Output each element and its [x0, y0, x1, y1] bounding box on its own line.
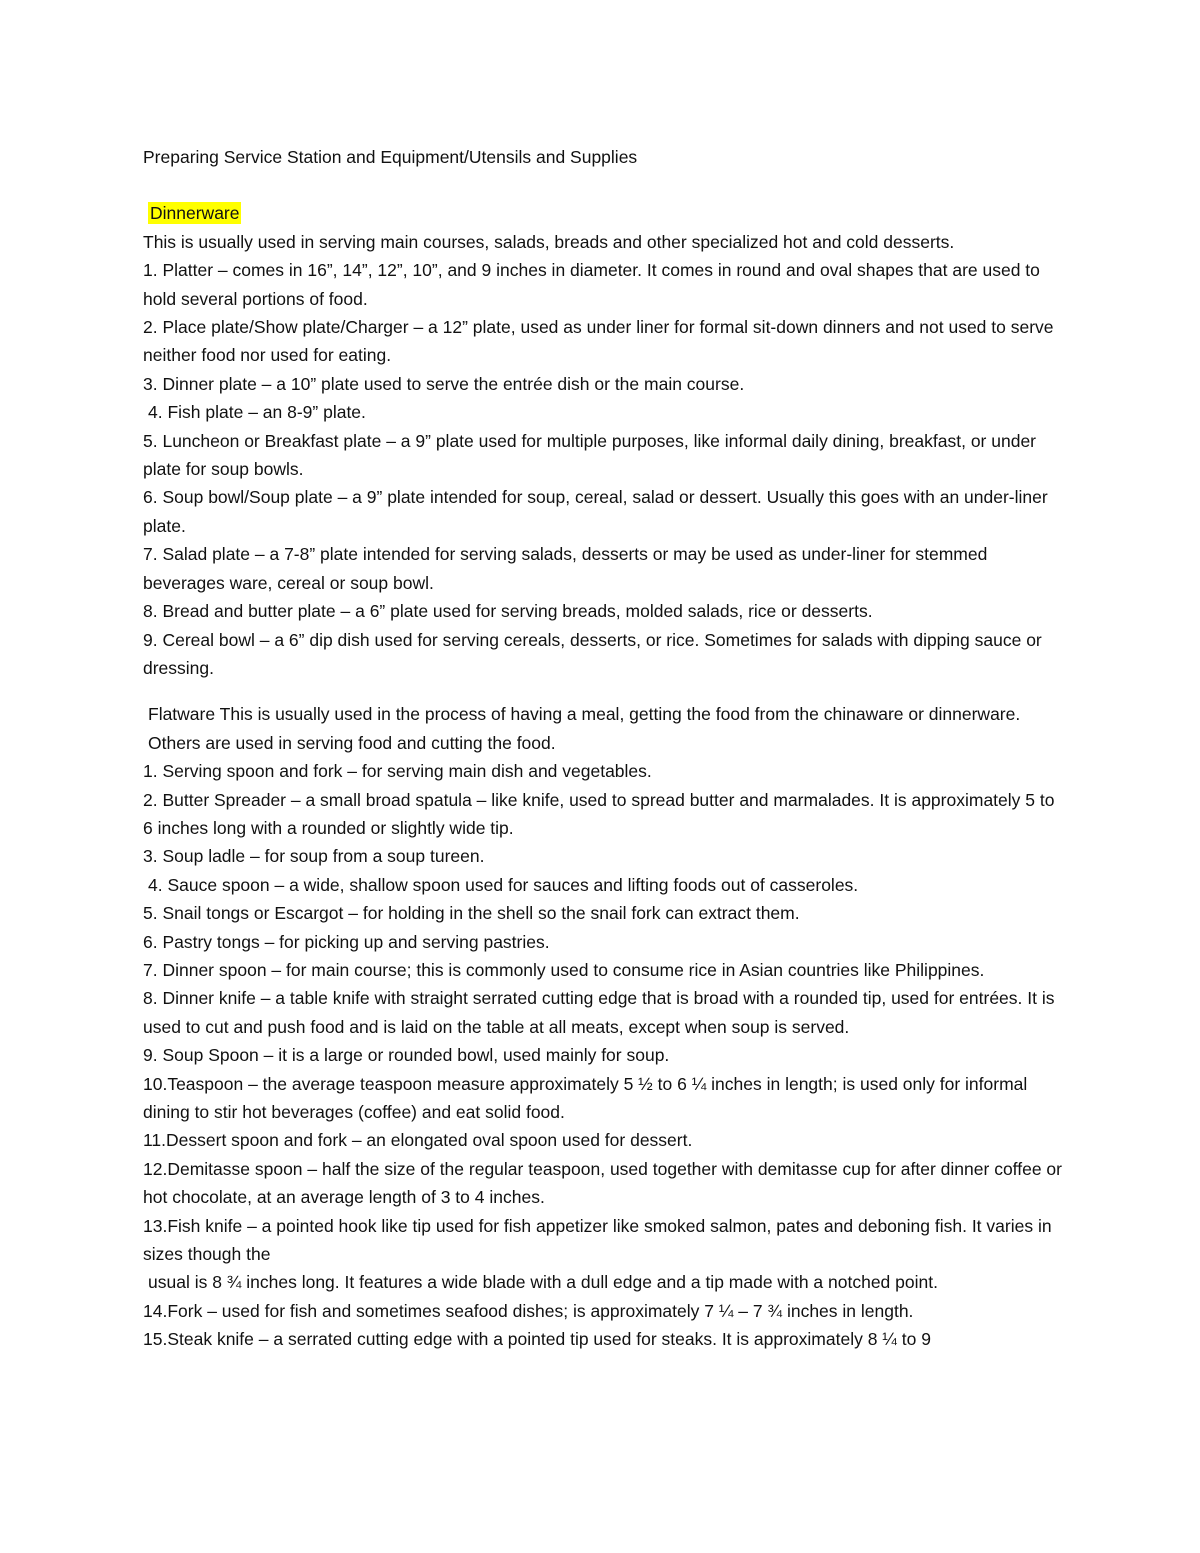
list-item: 13.Fish knife – a pointed hook like tip used for fish appetizer like smoked salmon, pates and deboning fish. It varies in sizes though the — [143, 1215, 1052, 1265]
flatware-section — [143, 700, 1063, 1353]
list-item: 9. Cereal bowl – a 6” dip dish used for serving cereals, desserts, or rice. Sometimes for salads with dipping sauce or dressing. — [143, 629, 1042, 678]
list-item: 2. Place plate/Show plate/Charger – a 12” plate, used as under liner for formal sit-down dinners and not used to serve neither food nor used for eating. — [143, 317, 1054, 366]
flatware-intro: Flatware This is usually used in the process of having a meal, getting the food from the chinaware or dinnerware. Others are used in serving food and cutting the food. — [148, 704, 1021, 753]
document-body — [143, 143, 1063, 1354]
list-item: 9. Soup Spoon – it is a large or rounded bowl, used mainly for soup. — [143, 1045, 670, 1066]
dinnerware-heading-line — [143, 199, 1063, 227]
list-item: 7. Salad plate – a 7-8” plate intended for serving salads, desserts or may be used as under-liner for stemmed beverages ware, cereal or soup bowl. — [143, 544, 988, 593]
list-item: usual is 8 ¾ inches long. It features a wide blade with a dull edge and a tip made with a notched point. — [148, 1272, 938, 1293]
list-item: 1. Platter – comes in 16”, 14”, 12”, 10”, and 9 inches in diameter. It comes in round and oval shapes that are used to hold several portions of food. — [143, 260, 1040, 309]
dinnerware-section — [143, 199, 1063, 682]
list-item: 5. Snail tongs or Escargot – for holding in the shell so the snail fork can extract them. — [143, 903, 800, 924]
section-gap — [143, 682, 1063, 700]
document-title: Preparing Service Station and Equipment/Utensils and Supplies — [143, 147, 638, 167]
list-item: 11.Dessert spoon and fork – an elongated oval spoon used for dessert. — [143, 1130, 693, 1151]
list-item: 14.Fork – used for fish and sometimes seafood dishes; is approximately 7 ¼ – 7 ¾ inches in length. — [143, 1300, 914, 1321]
list-item: 6. Soup bowl/Soup plate – a 9” plate intended for soup, cereal, salad or dessert. Usually this goes with an under-liner plate. — [143, 487, 1048, 536]
list-item: 12.Demitasse spoon – half the size of the regular teaspoon, used together with demitasse cup for after dinner coffee or hot chocolate, at an average length of 3 to 4 inches. — [143, 1158, 1062, 1208]
list-item: 5. Luncheon or Breakfast plate – a 9” plate used for multiple purposes, like informal daily dining, breakfast, or under plate for soup bowls. — [143, 430, 1037, 480]
list-item: 1. Serving spoon and fork – for serving main dish and vegetables. — [143, 761, 652, 782]
list-item: 10.Teaspoon – the average teaspoon measure approximately 5 ½ to 6 ¼ inches in length; is used only for informal dining to stir hot beverages (coffee) and eat solid food. — [143, 1073, 1028, 1122]
list-item: 4. Sauce spoon – a wide, shallow spoon used for sauces and lifting foods out of casseroles. — [148, 874, 859, 895]
list-item: 15.Steak knife – a serrated cutting edge with a pointed tip used for steaks. It is approximately 8 ¼ to 9 — [143, 1329, 931, 1350]
list-item: 6. Pastry tongs – for picking up and serving pastries. — [143, 931, 550, 952]
list-item: 3. Soup ladle – for soup from a soup tureen. — [143, 846, 485, 867]
list-item: 3. Dinner plate – a 10” plate used to serve the entrée dish or the main course. — [143, 373, 745, 394]
list-item: 8. Bread and butter plate – a 6” plate used for serving breads, molded salads, rice or desserts. — [143, 601, 873, 622]
list-item: 8. Dinner knife – a table knife with straight serrated cutting edge that is broad with a rounded tip, used for entrées. It is used to cut and push food and is laid on the table at all meats, except when soup is served. — [143, 988, 1055, 1037]
list-item: 7. Dinner spoon – for main course; this is commonly used to consume rice in Asian countries like Philippines. — [143, 959, 985, 980]
list-item: 2. Butter Spreader – a small broad spatula – like knife, used to spread butter and marmalades. It is approximately 5 to 6 inches long with a rounded or slightly wide tip. — [143, 789, 1055, 838]
list-item: 4. Fish plate – an 8-9” plate. — [148, 402, 366, 423]
dinnerware-heading: Dinnerware — [150, 203, 240, 224]
dinnerware-intro: This is usually used in serving main courses, salads, breads and other specialized hot and cold desserts. — [143, 231, 955, 252]
